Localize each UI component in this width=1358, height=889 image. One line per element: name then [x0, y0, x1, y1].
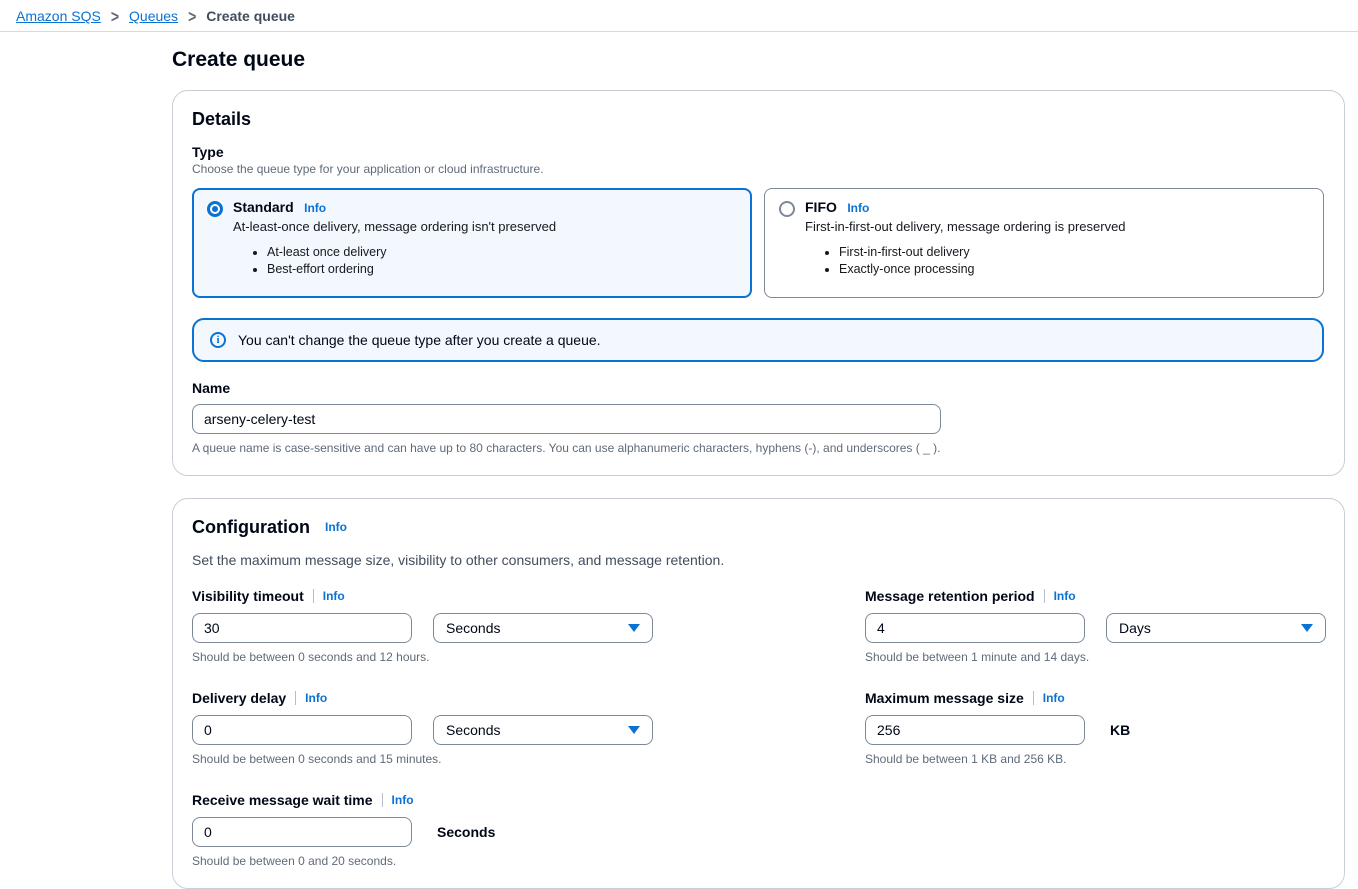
selected-unit: Days [1119, 620, 1151, 636]
breadcrumb-link-amazon-sqs[interactable]: Amazon SQS [16, 8, 101, 24]
option-subtitle: At-least-once delivery, message ordering isn't preserved [233, 219, 557, 234]
label-divider [1033, 691, 1034, 705]
receive-wait-input[interactable] [192, 817, 412, 847]
name-field-block [192, 380, 1324, 455]
message-retention-info-link[interactable]: Info [1053, 589, 1076, 603]
bullet-item: • At-least once delivery [267, 245, 556, 259]
chevron-right-icon: > [188, 6, 197, 26]
max-message-size-input[interactable] [865, 715, 1085, 745]
selected-unit: Seconds [446, 620, 501, 636]
fifo-info-link[interactable]: Info [847, 201, 870, 215]
message-retention-input[interactable] [865, 613, 1085, 643]
visibility-timeout-input[interactable] [192, 613, 412, 643]
max-message-size-unit-label: KB [1110, 722, 1131, 738]
max-message-size-info-link[interactable]: Info [1042, 691, 1065, 705]
receive-wait-unit-label: Seconds [437, 824, 496, 840]
info-icon: i [210, 332, 226, 348]
delivery-delay-unit-select[interactable] [433, 715, 653, 745]
queue-type-options [192, 188, 1324, 298]
standard-info-link[interactable]: Info [304, 201, 327, 215]
visibility-timeout-label: Visibility timeout [192, 588, 304, 604]
receive-wait-helper: Should be between 0 and 20 seconds. [192, 854, 397, 868]
field-visibility-timeout [192, 588, 865, 664]
queue-type-option-fifo[interactable] [764, 188, 1324, 298]
configuration-heading-text: Configuration [192, 517, 310, 537]
visibility-timeout-unit-select[interactable] [433, 613, 653, 643]
queue-name-input[interactable] [192, 404, 941, 434]
bullet-item: • First-in-first-out delivery [839, 245, 1126, 259]
queue-type-option-standard[interactable] [192, 188, 752, 298]
message-retention-helper: Should be between 1 minute and 14 days. [865, 650, 1090, 664]
details-card [172, 90, 1345, 476]
name-helper-text: A queue name is case-sensitive and can have up to 80 characters. You can use alphanumeric characters, hyphens (-), and underscores ( _ ). [192, 441, 941, 455]
radio-fifo[interactable] [779, 201, 795, 217]
delivery-delay-input[interactable] [192, 715, 412, 745]
option-bullets [805, 245, 1126, 276]
chevron-down-icon [628, 726, 640, 734]
field-message-retention-period [865, 588, 1326, 664]
receive-wait-info-link[interactable]: Info [391, 793, 414, 807]
max-message-size-label: Maximum message size [865, 690, 1024, 706]
label-divider [382, 793, 383, 807]
option-name: FIFO [805, 199, 837, 215]
configuration-heading [192, 517, 1324, 538]
alert-text: You can't change the queue type after you create a queue. [238, 332, 601, 348]
breadcrumb [0, 0, 1358, 31]
receive-wait-label: Receive message wait time [192, 792, 373, 808]
visibility-timeout-info-link[interactable]: Info [322, 589, 345, 603]
radio-standard[interactable] [207, 201, 223, 217]
delivery-delay-info-link[interactable]: Info [305, 691, 328, 705]
delivery-delay-label: Delivery delay [192, 690, 287, 706]
field-maximum-message-size [865, 690, 1326, 766]
visibility-timeout-helper: Should be between 0 seconds and 12 hours. [192, 650, 430, 664]
queue-type-info-alert [192, 318, 1324, 362]
header-divider [0, 31, 1358, 32]
option-subtitle: First-in-first-out delivery, message ordering is preserved [805, 219, 1126, 234]
configuration-info-link[interactable]: Info [325, 520, 347, 534]
configuration-description: Set the maximum message size, visibility to other consumers, and message retention. [192, 552, 725, 568]
type-label: Type [192, 144, 224, 160]
option-name: Standard [233, 199, 294, 215]
field-delivery-delay [192, 690, 865, 766]
label-divider [295, 691, 296, 705]
page-title: Create queue [172, 48, 306, 71]
selected-unit: Seconds [446, 722, 501, 738]
field-receive-message-wait-time [192, 792, 865, 868]
bullet-item: • Best-effort ordering [267, 262, 556, 276]
message-retention-unit-select[interactable] [1106, 613, 1326, 643]
chevron-right-icon: > [110, 6, 120, 26]
chevron-down-icon [1301, 624, 1313, 632]
chevron-down-icon [628, 624, 640, 632]
delivery-delay-helper: Should be between 0 seconds and 15 minutes. [192, 752, 442, 766]
name-label: Name [192, 380, 231, 396]
breadcrumb-current: Create queue [206, 8, 295, 24]
option-bullets [233, 245, 556, 276]
message-retention-label: Message retention period [865, 588, 1035, 604]
label-divider [1044, 589, 1045, 603]
details-heading: Details [192, 109, 252, 129]
max-message-size-helper: Should be between 1 KB and 256 KB. [865, 752, 1067, 766]
type-description: Choose the queue type for your application or cloud infrastructure. [192, 162, 544, 176]
main-content [172, 48, 1345, 889]
label-divider [313, 589, 314, 603]
configuration-card [172, 498, 1345, 889]
bullet-item: • Exactly-once processing [839, 262, 1126, 276]
breadcrumb-link-queues[interactable]: Queues [129, 8, 179, 24]
